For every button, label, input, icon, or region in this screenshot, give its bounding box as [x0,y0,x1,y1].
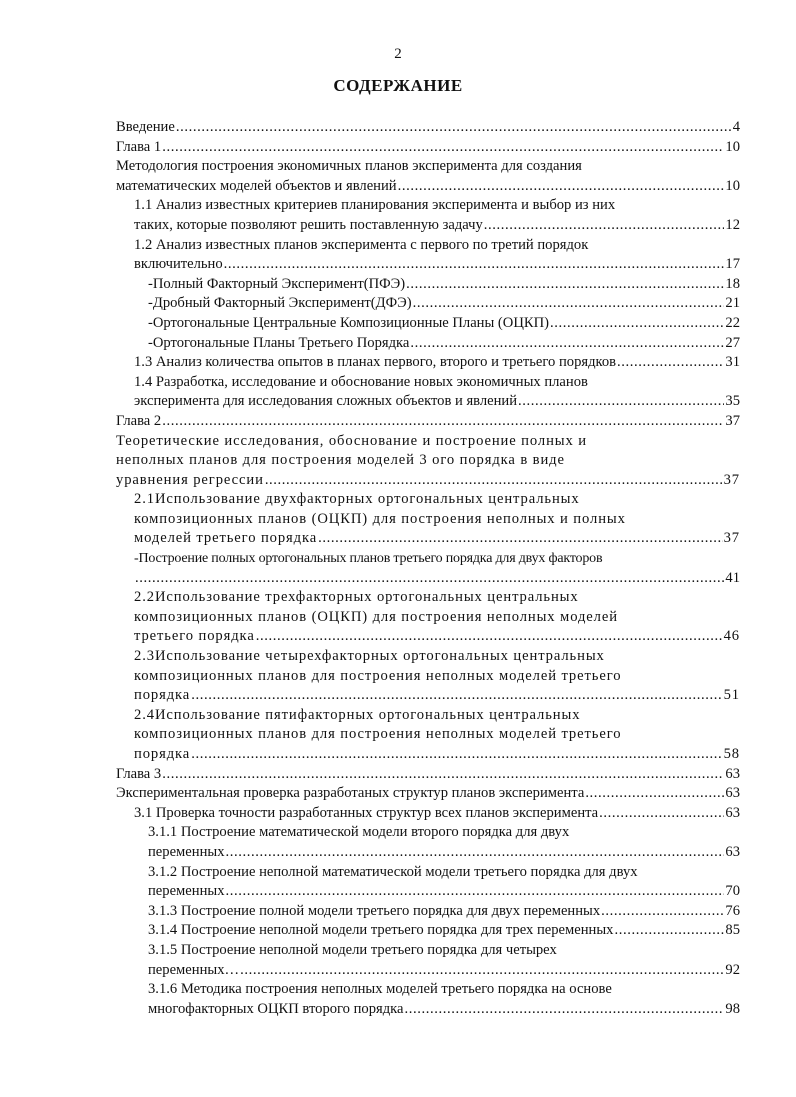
toc-entry-theoretical-studies[interactable] [116,432,740,491]
toc-entry-line: 2.4Использование пятифакторных ортогональных центральных [134,706,581,723]
toc-page-number: 58 [723,746,740,762]
toc-entry-section-2-4[interactable] [116,706,740,765]
dot-leader [413,294,725,314]
toc-entry-title: многофакторных ОЦКП второго порядка [148,1000,404,1017]
toc-entry-line: 3.1.2 Построение неполной математической модели третьего порядка для двух [148,863,638,880]
toc-entry-title: Глава 2 [116,412,162,429]
toc-entry-line: композиционных планов (ОЦКП) для построения неполных и полных [134,510,626,527]
toc-entry-section-1-2[interactable] [116,236,740,275]
toc-page-number: 70 [725,883,740,900]
toc-entry-title: уравнения регрессии [116,471,264,488]
toc-entry-ockp[interactable] [116,314,740,334]
toc-entry-introduction[interactable] [116,118,740,138]
toc-entry-title: Введение [116,119,175,135]
toc-page-number: 27 [725,334,740,351]
toc-page-number: 37 [723,471,740,488]
toc-entry-experimental-verification[interactable] [116,784,740,804]
toc-entry-section-2-2[interactable] [116,588,740,647]
dot-leader [484,216,725,236]
toc-page-number: 22 [725,314,740,331]
toc-entry-title: порядка [134,746,191,762]
dot-leader [135,569,724,589]
toc-entry-section-3-1-3[interactable] [116,902,740,922]
toc-entry-line: композиционных планов для построения неполных моделей третьего [134,726,622,743]
toc-page-number: 12 [725,216,740,233]
toc-page-number: 17 [725,256,740,273]
toc-page-number: 98 [725,1000,740,1017]
toc-entry-dfe[interactable] [116,294,740,314]
toc-page-number: 51 [723,687,740,704]
toc-page-number: 63 [725,804,740,821]
toc-entry-methodology[interactable] [116,157,740,196]
toc-page-number: 4 [732,119,740,135]
toc-entry-line: 3.1.1 Построение математической модели второго порядка для двух [148,824,570,841]
toc-entry-title: включительно [134,256,223,273]
toc-entry-title: -Дробный Факторный Эксперимент(ДФЭ) [148,295,412,312]
toc-entry-section-1-3[interactable] [116,353,740,373]
toc-entry-section-2-3[interactable] [116,647,740,706]
dot-leader [398,177,725,197]
dot-leader [518,392,724,412]
toc-entry-section-3-1-4[interactable] [116,921,740,941]
toc-entry-title: 1.3 Анализ количества опытов в планах первого, второго и третьего порядков [134,354,617,371]
toc-entry-section-1-4[interactable] [116,373,740,412]
toc-entry-line: композиционных планов для построения неполных моделей третьего [134,667,622,684]
dot-leader [405,1000,725,1020]
toc-entry-line: 1.2 Анализ известных планов эксперимента с первого по третий порядок [134,236,589,253]
toc-entry-section-1-1[interactable] [116,196,740,235]
dot-leader [614,921,724,941]
toc-entry-title: 3.1.4 Построение неполной модели третьего порядка для трех переменных [148,922,614,939]
toc-page-number: 10 [725,138,740,155]
toc-entry-title: 3.1.3 Построение полной модели третьего порядка для двух переменных [148,902,601,919]
dot-leader [599,804,724,824]
toc-entry-title: переменных [148,883,225,900]
toc-entry-chapter-1[interactable] [116,138,740,158]
toc-page-number: 41 [725,569,740,586]
toc-entry-chapter-2[interactable] [116,412,740,432]
toc-entry-title: Глава 3 [116,765,162,782]
toc-entry-line: 3.1.6 Методика построения неполных моделей третьего порядка на основе [148,981,612,998]
toc-entry-title: -Ортогональные Планы Третьего Порядка [148,334,410,351]
dot-leader [191,745,722,765]
toc-entry-chapter-3[interactable] [116,765,740,785]
toc-entry-line: 2.2Использование трехфакторных ортогональных центральных [134,589,579,606]
toc-page-number: 18 [725,275,740,292]
toc-entry-pfe[interactable] [116,275,740,295]
toc-entry-title: Экспериментальная проверка разработаных структур планов эксперимента [116,785,585,802]
toc-page-number: 63 [725,785,740,802]
toc-entry-line: 2.3Использование четырехфакторных ортогональных центральных [134,648,605,665]
dot-leader [226,843,725,863]
toc-entry-section-3-1-1[interactable] [116,823,740,862]
toc-page-number: 46 [723,628,740,645]
toc-page-number: 21 [725,295,740,312]
dot-leader [162,412,724,432]
dot-leader [406,275,724,295]
toc-entry-title: -Полный Факторный Эксперимент(ПФЭ) [148,275,406,292]
toc-entry-section-2-1[interactable] [116,490,740,549]
toc-page-number: 63 [725,843,740,860]
dot-leader [162,765,724,785]
toc-entry-section-3-1-2[interactable] [116,863,740,902]
toc-page-number: 37 [725,412,740,429]
table-of-contents [116,118,740,1019]
toc-entry-title: переменных [148,843,225,860]
dot-leader [601,902,724,922]
toc-entry-section-3-1-6[interactable] [116,980,740,1019]
toc-entry-line: -Построение полных ортогональных планов третьего порядка для двух факторов [134,551,603,567]
toc-entry-full-plans-two-factors[interactable] [116,549,740,588]
dot-leader [410,334,724,354]
dot-leader [617,353,724,373]
toc-entry-section-3-1-5[interactable] [116,941,740,980]
toc-entry-line: Теоретические исследования, обоснование и построение полных и [116,432,587,449]
toc-entry-title: 3.1 Проверка точности разработанных структур всех планов эксперимента [134,804,599,821]
dot-leader [162,138,724,158]
toc-entry-title: переменных… [148,961,240,978]
dot-leader [191,686,722,706]
toc-entry-title: моделей третьего порядка [134,530,318,547]
page-title: СОДЕРЖАНИЕ [333,76,463,95]
dot-leader [585,784,724,804]
toc-entry-line: композиционных планов (ОЦКП) для построения неполных моделей [134,608,618,625]
dot-leader [226,882,725,902]
toc-entry-title: порядка [134,687,191,704]
toc-entry-line: Методология построения экономичных планов эксперимента для создания [116,158,582,175]
toc-entry-title: таких, которые позволяют решить поставленную задачу [134,216,483,233]
toc-entry-line: 2.1Использование двухфакторных ортогональных центральных [134,491,580,508]
toc-page-number: 31 [725,354,740,371]
toc-entry-line: 3.1.5 Построение неполной модели третьего порядка для четырех [148,941,557,958]
dot-leader [265,471,723,491]
dot-leader [224,255,725,275]
toc-page-number: 85 [725,922,740,939]
toc-page-number: 37 [723,530,740,547]
toc-page-number: 10 [725,177,740,194]
toc-entry-title: -Ортогональные Центральные Композиционные Планы (ОЦКП) [148,314,550,331]
dot-leader [318,529,722,549]
toc-entry-title: эксперимента для исследования сложных объектов и явлений [134,393,518,410]
toc-entry-title: Глава 1 [116,138,162,155]
toc-entry-line: неполных планов для построения моделей 3 ого порядка в виде [116,452,565,469]
dot-leader [550,314,724,334]
toc-entry-third-order-plans[interactable] [116,334,740,354]
toc-entry-title: третьего порядка [134,628,255,645]
toc-entry-section-3-1[interactable] [116,804,740,824]
toc-entry-title: математических моделей объектов и явлений [116,177,397,194]
page-number: 2 [394,46,402,62]
dot-leader [240,961,724,981]
toc-page-number: 76 [725,902,740,919]
toc-entry-line: 1.4 Разработка, исследование и обоснование новых экономичных планов [134,373,588,390]
toc-entry-line: 1.1 Анализ известных критериев планирования эксперимента и выбор из них [134,197,616,214]
dot-leader [176,118,732,138]
dot-leader [256,627,723,647]
toc-page-number: 35 [725,393,740,410]
toc-page-number: 92 [725,961,740,978]
toc-page-number: 63 [725,765,740,782]
